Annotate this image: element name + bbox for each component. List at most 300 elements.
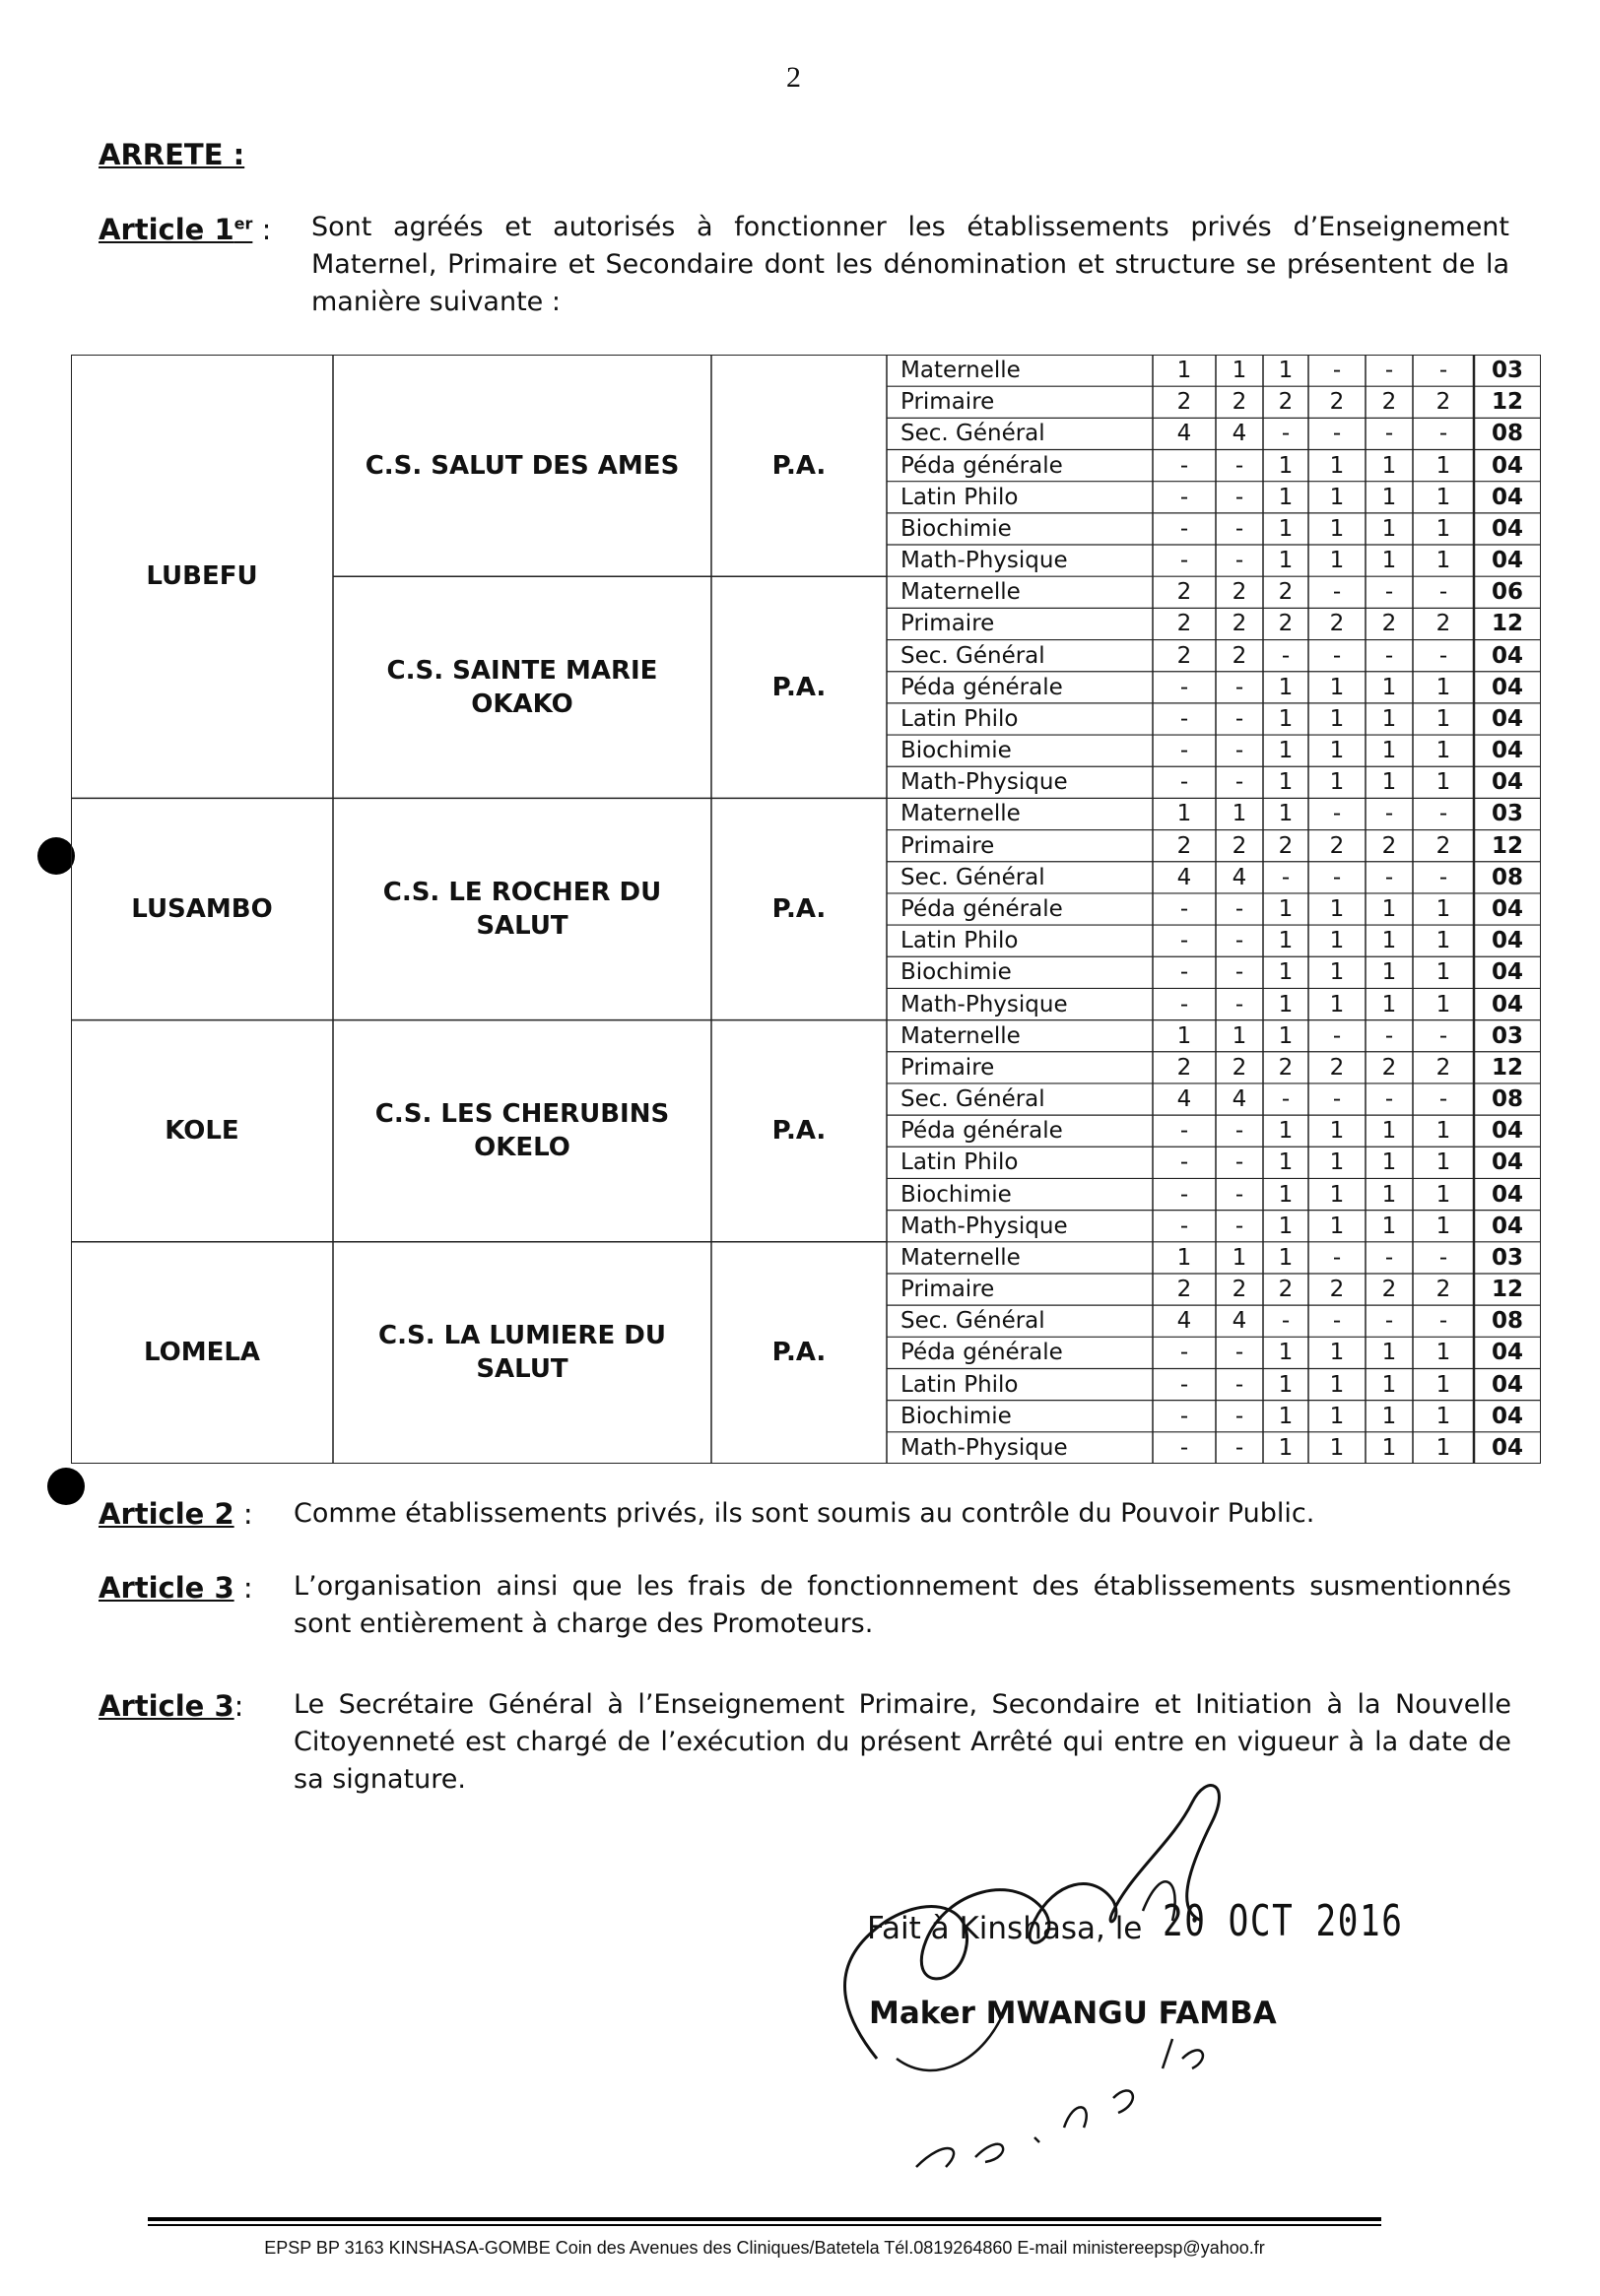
value-cell: 1 bbox=[1381, 769, 1397, 796]
value-cell: 1 bbox=[1278, 1022, 1294, 1049]
total-cell: 03 bbox=[1491, 1022, 1523, 1049]
value-cell: - bbox=[1438, 421, 1448, 447]
value-cell: 1 bbox=[1435, 1403, 1451, 1429]
value-cell: - bbox=[1234, 1149, 1244, 1176]
value-cell: 1 bbox=[1381, 484, 1397, 510]
value-cell: 1 bbox=[1435, 1371, 1451, 1398]
article-2-label: Article 2 : bbox=[99, 1497, 253, 1531]
subject-cell: Sec. Général bbox=[900, 421, 1045, 447]
value-cell: 2 bbox=[1278, 389, 1294, 416]
subject-cell: Primaire bbox=[900, 1277, 995, 1303]
value-cell: - bbox=[1179, 959, 1189, 986]
value-cell: - bbox=[1234, 959, 1244, 986]
value-cell: 1 bbox=[1329, 991, 1345, 1017]
handwritten-signature bbox=[818, 1763, 1330, 2177]
value-cell: - bbox=[1281, 864, 1291, 890]
article-3-label: Article 3 : bbox=[99, 1571, 253, 1605]
value-cell: - bbox=[1234, 1118, 1244, 1145]
value-cell: 1 bbox=[1381, 674, 1397, 700]
total-cell: 04 bbox=[1491, 548, 1523, 574]
total-cell: 03 bbox=[1491, 358, 1523, 384]
regime-cell: P.A. bbox=[771, 672, 827, 702]
value-cell: 2 bbox=[1176, 642, 1192, 669]
value-cell: - bbox=[1438, 1022, 1448, 1049]
article-1-text: Sont agréés et autorisés à fonctionner les établissements privés d’Enseignement Maternel, Primaire et Secondaire dont les dénomination et structure se présentent de la manière suivante : bbox=[311, 212, 1509, 317]
value-cell: - bbox=[1234, 991, 1244, 1017]
value-cell: 1 bbox=[1232, 358, 1247, 384]
value-cell: 1 bbox=[1435, 1213, 1451, 1239]
school-name-cell: C.S. LES CHERUBINS OKELO bbox=[374, 1099, 670, 1163]
value-cell: - bbox=[1332, 1244, 1342, 1271]
location-cell: KOLE bbox=[165, 1116, 239, 1147]
total-cell: 08 bbox=[1491, 1308, 1523, 1335]
school-name-cell: C.S. SALUT DES AMES bbox=[365, 450, 680, 481]
value-cell: 1 bbox=[1435, 769, 1451, 796]
total-cell: 04 bbox=[1491, 484, 1523, 510]
value-cell: 2 bbox=[1232, 1054, 1247, 1081]
subject-cell: Sec. Général bbox=[900, 864, 1045, 890]
article-3-text: L’organisation ainsi que les frais de fonctionnement des établissements susmentionnés sont entièrement à charge des Promoteurs. bbox=[294, 1571, 1511, 1639]
value-cell: 2 bbox=[1329, 1277, 1345, 1303]
value-cell: - bbox=[1234, 1340, 1244, 1366]
value-cell: - bbox=[1332, 1022, 1342, 1049]
value-cell: 1 bbox=[1278, 801, 1294, 827]
value-cell: 1 bbox=[1435, 991, 1451, 1017]
value-cell: 2 bbox=[1381, 832, 1397, 859]
total-cell: 04 bbox=[1491, 705, 1523, 732]
value-cell: 1 bbox=[1329, 769, 1345, 796]
school-name-cell: C.S. LA LUMIERE DU SALUT bbox=[378, 1321, 666, 1385]
value-cell: 1 bbox=[1278, 895, 1294, 922]
value-cell: - bbox=[1384, 1244, 1394, 1271]
value-cell: 1 bbox=[1329, 1118, 1345, 1145]
total-cell: 08 bbox=[1491, 1086, 1523, 1113]
value-cell: 1 bbox=[1381, 1434, 1397, 1461]
value-cell: - bbox=[1179, 769, 1189, 796]
value-cell: - bbox=[1234, 452, 1244, 479]
subject-cell: Sec. Général bbox=[900, 1308, 1045, 1335]
location-cell: LUBEFU bbox=[146, 561, 258, 592]
value-cell: 1 bbox=[1176, 358, 1192, 384]
value-cell: 1 bbox=[1176, 1244, 1192, 1271]
subject-cell: Sec. Général bbox=[900, 642, 1045, 669]
subject-cell: Math-Physique bbox=[900, 991, 1068, 1017]
value-cell: 1 bbox=[1278, 769, 1294, 796]
value-cell: - bbox=[1234, 1213, 1244, 1239]
value-cell: - bbox=[1438, 1244, 1448, 1271]
value-cell: 1 bbox=[1329, 1371, 1345, 1398]
value-cell: 1 bbox=[1278, 548, 1294, 574]
value-cell: - bbox=[1438, 642, 1448, 669]
value-cell: 1 bbox=[1381, 515, 1397, 542]
value-cell: 1 bbox=[1435, 452, 1451, 479]
value-cell: 1 bbox=[1435, 484, 1451, 510]
value-cell: - bbox=[1179, 991, 1189, 1017]
value-cell: - bbox=[1384, 1308, 1394, 1335]
value-cell: 2 bbox=[1176, 1277, 1192, 1303]
value-cell: 1 bbox=[1435, 705, 1451, 732]
value-cell: 1 bbox=[1435, 1118, 1451, 1145]
subject-cell: Math-Physique bbox=[900, 769, 1068, 796]
subject-cell: Biochimie bbox=[900, 738, 1012, 764]
value-cell: 1 bbox=[1435, 1181, 1451, 1208]
value-cell: 2 bbox=[1381, 1277, 1397, 1303]
value-cell: 1 bbox=[1278, 1434, 1294, 1461]
value-cell: - bbox=[1179, 928, 1189, 954]
value-cell: 1 bbox=[1232, 1244, 1247, 1271]
value-cell: 1 bbox=[1278, 484, 1294, 510]
value-cell: 1 bbox=[1381, 1371, 1397, 1398]
value-cell: - bbox=[1438, 801, 1448, 827]
school-name-cell: C.S. SAINTE MARIE OKAKO bbox=[386, 655, 658, 719]
subject-cell: Latin Philo bbox=[900, 1149, 1019, 1176]
value-cell: - bbox=[1179, 705, 1189, 732]
subject-cell: Biochimie bbox=[900, 1181, 1012, 1208]
value-cell: 1 bbox=[1435, 738, 1451, 764]
value-cell: 1 bbox=[1278, 1371, 1294, 1398]
value-cell: 4 bbox=[1232, 1308, 1247, 1335]
total-cell: 12 bbox=[1491, 832, 1523, 859]
value-cell: - bbox=[1179, 484, 1189, 510]
footer-rule bbox=[148, 2217, 1381, 2221]
value-cell: - bbox=[1234, 1181, 1244, 1208]
value-cell: - bbox=[1384, 1086, 1394, 1113]
decree-heading: ARRETE : bbox=[99, 138, 245, 171]
value-cell: - bbox=[1384, 358, 1394, 384]
value-cell: 1 bbox=[1278, 358, 1294, 384]
value-cell: 1 bbox=[1381, 738, 1397, 764]
value-cell: - bbox=[1281, 1086, 1291, 1113]
value-cell: 1 bbox=[1329, 928, 1345, 954]
value-cell: 4 bbox=[1176, 864, 1192, 890]
subject-cell: Math-Physique bbox=[900, 1434, 1068, 1461]
value-cell: - bbox=[1384, 864, 1394, 890]
value-cell: - bbox=[1234, 928, 1244, 954]
subject-cell: Latin Philo bbox=[900, 705, 1019, 732]
value-cell: - bbox=[1384, 579, 1394, 606]
subject-cell: Péda générale bbox=[900, 895, 1063, 922]
value-cell: - bbox=[1179, 1371, 1189, 1398]
value-cell: 2 bbox=[1176, 389, 1192, 416]
value-cell: 2 bbox=[1278, 832, 1294, 859]
total-cell: 04 bbox=[1491, 1434, 1523, 1461]
value-cell: 1 bbox=[1329, 548, 1345, 574]
total-cell: 04 bbox=[1491, 769, 1523, 796]
value-cell: 1 bbox=[1435, 928, 1451, 954]
subject-cell: Péda générale bbox=[900, 674, 1063, 700]
total-cell: 12 bbox=[1491, 1277, 1523, 1303]
page-number: 2 bbox=[786, 61, 801, 94]
value-cell: 1 bbox=[1381, 1403, 1397, 1429]
value-cell: - bbox=[1179, 1403, 1189, 1429]
value-cell: 1 bbox=[1435, 1149, 1451, 1176]
total-cell: 04 bbox=[1491, 738, 1523, 764]
value-cell: 4 bbox=[1176, 1308, 1192, 1335]
value-cell: - bbox=[1384, 421, 1394, 447]
value-cell: 2 bbox=[1381, 389, 1397, 416]
value-cell: 2 bbox=[1176, 832, 1192, 859]
value-cell: - bbox=[1438, 864, 1448, 890]
value-cell: 1 bbox=[1381, 1181, 1397, 1208]
value-cell: 1 bbox=[1381, 1213, 1397, 1239]
value-cell: - bbox=[1438, 579, 1448, 606]
value-cell: 1 bbox=[1381, 1149, 1397, 1176]
value-cell: - bbox=[1234, 738, 1244, 764]
value-cell: 1 bbox=[1381, 991, 1397, 1017]
total-cell: 04 bbox=[1491, 1213, 1523, 1239]
value-cell: 1 bbox=[1329, 484, 1345, 510]
total-cell: 04 bbox=[1491, 895, 1523, 922]
value-cell: 1 bbox=[1329, 515, 1345, 542]
signer-name: Maker MWANGU FAMBA bbox=[869, 1996, 1277, 2031]
subject-cell: Primaire bbox=[900, 611, 995, 637]
subject-cell: Latin Philo bbox=[900, 484, 1019, 510]
total-cell: 04 bbox=[1491, 674, 1523, 700]
value-cell: 1 bbox=[1278, 1118, 1294, 1145]
total-cell: 04 bbox=[1491, 928, 1523, 954]
value-cell: - bbox=[1179, 895, 1189, 922]
value-cell: 4 bbox=[1232, 1086, 1247, 1113]
value-cell: 1 bbox=[1329, 1340, 1345, 1366]
value-cell: - bbox=[1332, 1308, 1342, 1335]
value-cell: - bbox=[1332, 358, 1342, 384]
value-cell: - bbox=[1234, 515, 1244, 542]
value-cell: 1 bbox=[1278, 452, 1294, 479]
subject-cell: Maternelle bbox=[900, 1244, 1021, 1271]
value-cell: 1 bbox=[1329, 1434, 1345, 1461]
value-cell: - bbox=[1234, 1403, 1244, 1429]
value-cell: 1 bbox=[1381, 928, 1397, 954]
value-cell: 1 bbox=[1435, 548, 1451, 574]
value-cell: - bbox=[1332, 864, 1342, 890]
total-cell: 04 bbox=[1491, 642, 1523, 669]
value-cell: 1 bbox=[1278, 959, 1294, 986]
value-cell: - bbox=[1438, 1086, 1448, 1113]
subject-cell: Sec. Général bbox=[900, 1086, 1045, 1113]
subject-cell: Maternelle bbox=[900, 358, 1021, 384]
value-cell: - bbox=[1179, 1213, 1189, 1239]
value-cell: 1 bbox=[1278, 991, 1294, 1017]
schools-table bbox=[71, 355, 1541, 1464]
value-cell: 1 bbox=[1329, 1149, 1345, 1176]
value-cell: - bbox=[1234, 548, 1244, 574]
value-cell: 2 bbox=[1435, 1054, 1451, 1081]
value-cell: - bbox=[1281, 1308, 1291, 1335]
value-cell: - bbox=[1234, 674, 1244, 700]
value-cell: 2 bbox=[1232, 611, 1247, 637]
value-cell: 1 bbox=[1278, 1403, 1294, 1429]
value-cell: 1 bbox=[1329, 705, 1345, 732]
value-cell: 2 bbox=[1329, 611, 1345, 637]
regime-cell: P.A. bbox=[771, 893, 827, 924]
value-cell: 2 bbox=[1329, 389, 1345, 416]
value-cell: 1 bbox=[1176, 1022, 1192, 1049]
total-cell: 04 bbox=[1491, 1181, 1523, 1208]
location-cell: LUSAMBO bbox=[131, 893, 273, 924]
total-cell: 12 bbox=[1491, 611, 1523, 637]
total-cell: 03 bbox=[1491, 1244, 1523, 1271]
value-cell: 1 bbox=[1381, 548, 1397, 574]
article-3b-text: Le Secrétaire Général à l’Enseignement Primaire, Secondaire et Initiation à la Nouvelle Citoyenneté est chargé de l’exécution du présent Arrêté qui entre en vigueur à la date de sa signature. bbox=[294, 1689, 1511, 1795]
value-cell: 1 bbox=[1278, 928, 1294, 954]
subject-cell: Primaire bbox=[900, 832, 995, 859]
value-cell: 1 bbox=[1381, 1118, 1397, 1145]
value-cell: 2 bbox=[1232, 832, 1247, 859]
value-cell: - bbox=[1438, 1308, 1448, 1335]
subject-cell: Biochimie bbox=[900, 959, 1012, 986]
value-cell: 4 bbox=[1232, 864, 1247, 890]
value-cell: - bbox=[1332, 579, 1342, 606]
value-cell: 4 bbox=[1176, 1086, 1192, 1113]
subject-cell: Maternelle bbox=[900, 801, 1021, 827]
value-cell: 2 bbox=[1232, 579, 1247, 606]
value-cell: 2 bbox=[1329, 832, 1345, 859]
value-cell: 1 bbox=[1232, 801, 1247, 827]
subject-cell: Math-Physique bbox=[900, 548, 1068, 574]
total-cell: 04 bbox=[1491, 1371, 1523, 1398]
value-cell: - bbox=[1234, 705, 1244, 732]
value-cell: 1 bbox=[1278, 1213, 1294, 1239]
value-cell: - bbox=[1384, 642, 1394, 669]
total-cell: 04 bbox=[1491, 1149, 1523, 1176]
value-cell: 1 bbox=[1435, 674, 1451, 700]
value-cell: 1 bbox=[1329, 738, 1345, 764]
value-cell: - bbox=[1234, 484, 1244, 510]
total-cell: 12 bbox=[1491, 389, 1523, 416]
value-cell: 2 bbox=[1381, 1054, 1397, 1081]
value-cell: 1 bbox=[1329, 1181, 1345, 1208]
value-cell: 1 bbox=[1278, 1181, 1294, 1208]
total-cell: 04 bbox=[1491, 1340, 1523, 1366]
value-cell: 2 bbox=[1435, 1277, 1451, 1303]
total-cell: 12 bbox=[1491, 1054, 1523, 1081]
value-cell: 2 bbox=[1435, 389, 1451, 416]
value-cell: - bbox=[1179, 1340, 1189, 1366]
total-cell: 06 bbox=[1491, 579, 1523, 606]
value-cell: 2 bbox=[1435, 832, 1451, 859]
value-cell: 1 bbox=[1381, 452, 1397, 479]
total-cell: 08 bbox=[1491, 421, 1523, 447]
value-cell: 1 bbox=[1435, 1434, 1451, 1461]
value-cell: - bbox=[1179, 515, 1189, 542]
value-cell: 1 bbox=[1435, 895, 1451, 922]
value-cell: 1 bbox=[1329, 895, 1345, 922]
value-cell: 2 bbox=[1176, 1054, 1192, 1081]
value-cell: 1 bbox=[1278, 1149, 1294, 1176]
total-cell: 04 bbox=[1491, 991, 1523, 1017]
value-cell: 1 bbox=[1329, 1213, 1345, 1239]
article-3b-label: Article 3: bbox=[99, 1689, 244, 1723]
value-cell: - bbox=[1384, 801, 1394, 827]
value-cell: 1 bbox=[1278, 738, 1294, 764]
value-cell: 2 bbox=[1176, 611, 1192, 637]
value-cell: 4 bbox=[1232, 421, 1247, 447]
value-cell: - bbox=[1281, 421, 1291, 447]
punch-hole-bottom bbox=[47, 1468, 85, 1505]
article-1-label: Article 1er : bbox=[99, 213, 272, 246]
regime-cell: P.A. bbox=[771, 1116, 827, 1147]
value-cell: - bbox=[1179, 1118, 1189, 1145]
value-cell: 1 bbox=[1278, 1340, 1294, 1366]
value-cell: 1 bbox=[1278, 674, 1294, 700]
value-cell: 1 bbox=[1329, 959, 1345, 986]
value-cell: 2 bbox=[1278, 611, 1294, 637]
value-cell: 2 bbox=[1278, 579, 1294, 606]
value-cell: 1 bbox=[1381, 705, 1397, 732]
value-cell: - bbox=[1281, 642, 1291, 669]
value-cell: 1 bbox=[1278, 1244, 1294, 1271]
regime-cell: P.A. bbox=[771, 1338, 827, 1368]
value-cell: 1 bbox=[1381, 1340, 1397, 1366]
value-cell: - bbox=[1438, 358, 1448, 384]
value-cell: 2 bbox=[1278, 1054, 1294, 1081]
value-cell: 2 bbox=[1435, 611, 1451, 637]
value-cell: 1 bbox=[1329, 1403, 1345, 1429]
value-cell: 1 bbox=[1435, 1340, 1451, 1366]
subject-cell: Primaire bbox=[900, 1054, 995, 1081]
value-cell: 2 bbox=[1278, 1277, 1294, 1303]
value-cell: - bbox=[1234, 895, 1244, 922]
value-cell: 1 bbox=[1329, 674, 1345, 700]
subject-cell: Primaire bbox=[900, 389, 995, 416]
subject-cell: Péda générale bbox=[900, 1118, 1063, 1145]
value-cell: - bbox=[1234, 769, 1244, 796]
subject-cell: Latin Philo bbox=[900, 928, 1019, 954]
value-cell: 1 bbox=[1176, 801, 1192, 827]
value-cell: - bbox=[1332, 642, 1342, 669]
subject-cell: Péda générale bbox=[900, 452, 1063, 479]
value-cell: - bbox=[1179, 548, 1189, 574]
punch-hole-top bbox=[37, 837, 75, 875]
footer-rule-thin bbox=[148, 2224, 1381, 2226]
subject-cell: Péda générale bbox=[900, 1340, 1063, 1366]
subject-cell: Biochimie bbox=[900, 515, 1012, 542]
value-cell: - bbox=[1234, 1434, 1244, 1461]
total-cell: 03 bbox=[1491, 801, 1523, 827]
value-cell: 1 bbox=[1278, 515, 1294, 542]
subject-cell: Latin Philo bbox=[900, 1371, 1019, 1398]
value-cell: 2 bbox=[1381, 611, 1397, 637]
value-cell: 1 bbox=[1381, 959, 1397, 986]
value-cell: 1 bbox=[1232, 1022, 1247, 1049]
value-cell: 1 bbox=[1278, 705, 1294, 732]
value-cell: - bbox=[1179, 452, 1189, 479]
svg-text:20.10.16: 20.10.16 bbox=[926, 2157, 931, 2158]
value-cell: - bbox=[1179, 738, 1189, 764]
value-cell: 1 bbox=[1381, 895, 1397, 922]
school-name-cell: C.S. LE ROCHER DU SALUT bbox=[382, 877, 662, 941]
value-cell: 1 bbox=[1435, 959, 1451, 986]
value-cell: - bbox=[1234, 1371, 1244, 1398]
value-cell: - bbox=[1179, 1181, 1189, 1208]
subject-cell: Maternelle bbox=[900, 1022, 1021, 1049]
total-cell: 04 bbox=[1491, 515, 1523, 542]
value-cell: 2 bbox=[1176, 579, 1192, 606]
regime-cell: P.A. bbox=[771, 450, 827, 481]
date-stamp: 20 OCT 2016 bbox=[1163, 1896, 1404, 1946]
value-cell: - bbox=[1179, 1149, 1189, 1176]
place-line: Fait à Kinshasa, le bbox=[867, 1911, 1143, 1946]
subject-cell: Maternelle bbox=[900, 579, 1021, 606]
value-cell: 2 bbox=[1232, 642, 1247, 669]
subject-cell: Biochimie bbox=[900, 1403, 1012, 1429]
value-cell: - bbox=[1179, 674, 1189, 700]
footer-address: EPSP BP 3163 KINSHASA-GOMBE Coin des Avenues des Cliniques/Batetela Tél.0819264860 E-mail ministereepsp@yahoo.fr bbox=[264, 2238, 1265, 2258]
total-cell: 04 bbox=[1491, 1403, 1523, 1429]
article-2-text: Comme établissements privés, ils sont soumis au contrôle du Pouvoir Public. bbox=[294, 1498, 1315, 1529]
value-cell: - bbox=[1332, 1086, 1342, 1113]
total-cell: 04 bbox=[1491, 452, 1523, 479]
